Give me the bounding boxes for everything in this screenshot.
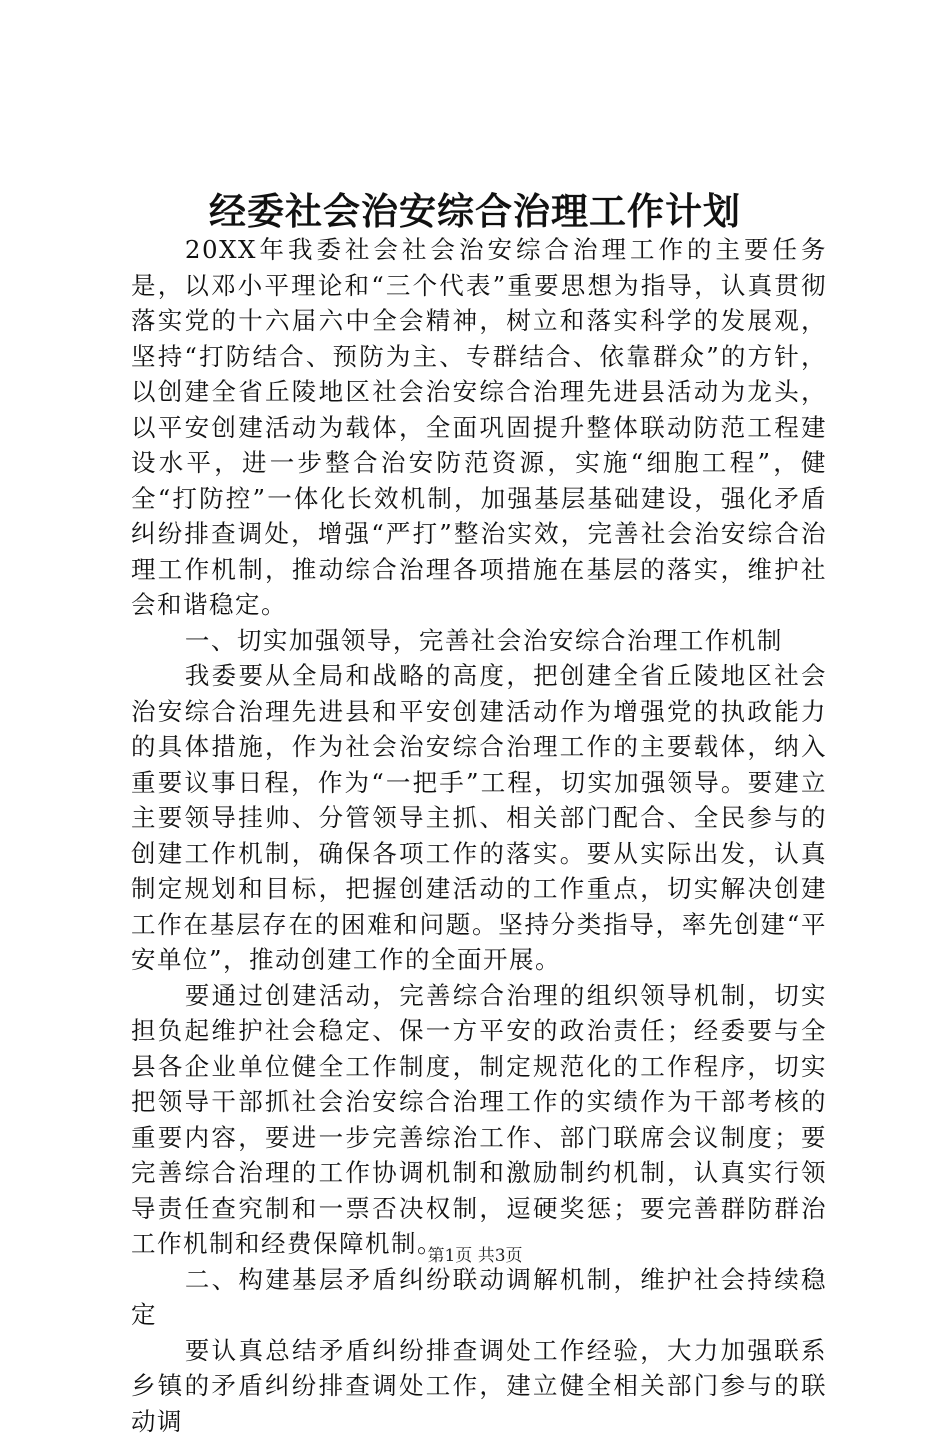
document-title: 经委社会治安综合治理工作计划 [0, 184, 950, 238]
paragraph-section-2a: 要认真总结矛盾纠纷排查调处工作经验，大力加强联系乡镇的矛盾纠纷排查调处工作，建立健全相关部门参与的联动调 [131, 1333, 827, 1439]
page-number-footer: 第1页 共3页 [0, 1244, 950, 1268]
paragraph-intro: 20XX年我委社会社会治安综合治理工作的主要任务是，以邓小平理论和“三个代表”重要思想为指导，认真贯彻落实党的十六届六中全会精神，树立和落实科学的发展观，坚持“打防结合、预防为主、专群结合、依靠群众”的方针，以创建全省丘陵地区社会治安综合治理先进县活动为龙头，以平安创建活动为载体，全面巩固提升整体联动防范工程建设水平，进一步整合治安防范资源，实施“细胞工程”，健全“打防控”一体化长效机制，加强基层基础建设，强化矛盾纠纷排查调处，增强“严打”整治实效，完善社会治安综合治理工作机制，推动综合治理各项措施在基层的落实，维护社会和谐稳定。 [131, 232, 827, 623]
paragraph-section-1a: 我委要从全局和战略的高度，把创建全省丘陵地区社会治安综合治理先进县和平安创建活动作为增强党的执政能力的具体措施，作为社会治安综合治理工作的主要载体，纳入重要议事日程，作为“一把手”工程，切实加强领导。要建立主要领导挂帅、分管领导主抓、相关部门配合、全民参与的创建工作机制，确保各项工作的落实。要从实际出发，认真制定规划和目标，把握创建活动的工作重点，切实解决创建工作在基层存在的困难和问题。坚持分类指导，率先创建“平安单位”，推动创建工作的全面开展。 [131, 658, 827, 978]
section-heading-2: 二、构建基层矛盾纠纷联动调解机制，维护社会持续稳定 [131, 1262, 827, 1333]
paragraph-section-1b: 要通过创建活动，完善综合治理的组织领导机制，切实担负起维护社会稳定、保一方平安的政治责任；经委要与全县各企业单位健全工作制度，制定规范化的工作程序，切实把领导干部抓社会治安综合治理工作的实绩作为干部考核的重要内容，要进一步完善综治工作、部门联席会议制度；要完善综合治理的工作协调机制和激励制约机制，认真实行领导责任查究制和一票否决权制，逗硬奖惩；要完善群防群治工作机制和经费保障机制。 [131, 978, 827, 1262]
section-heading-1: 一、切实加强领导，完善社会治安综合治理工作机制 [131, 623, 827, 659]
